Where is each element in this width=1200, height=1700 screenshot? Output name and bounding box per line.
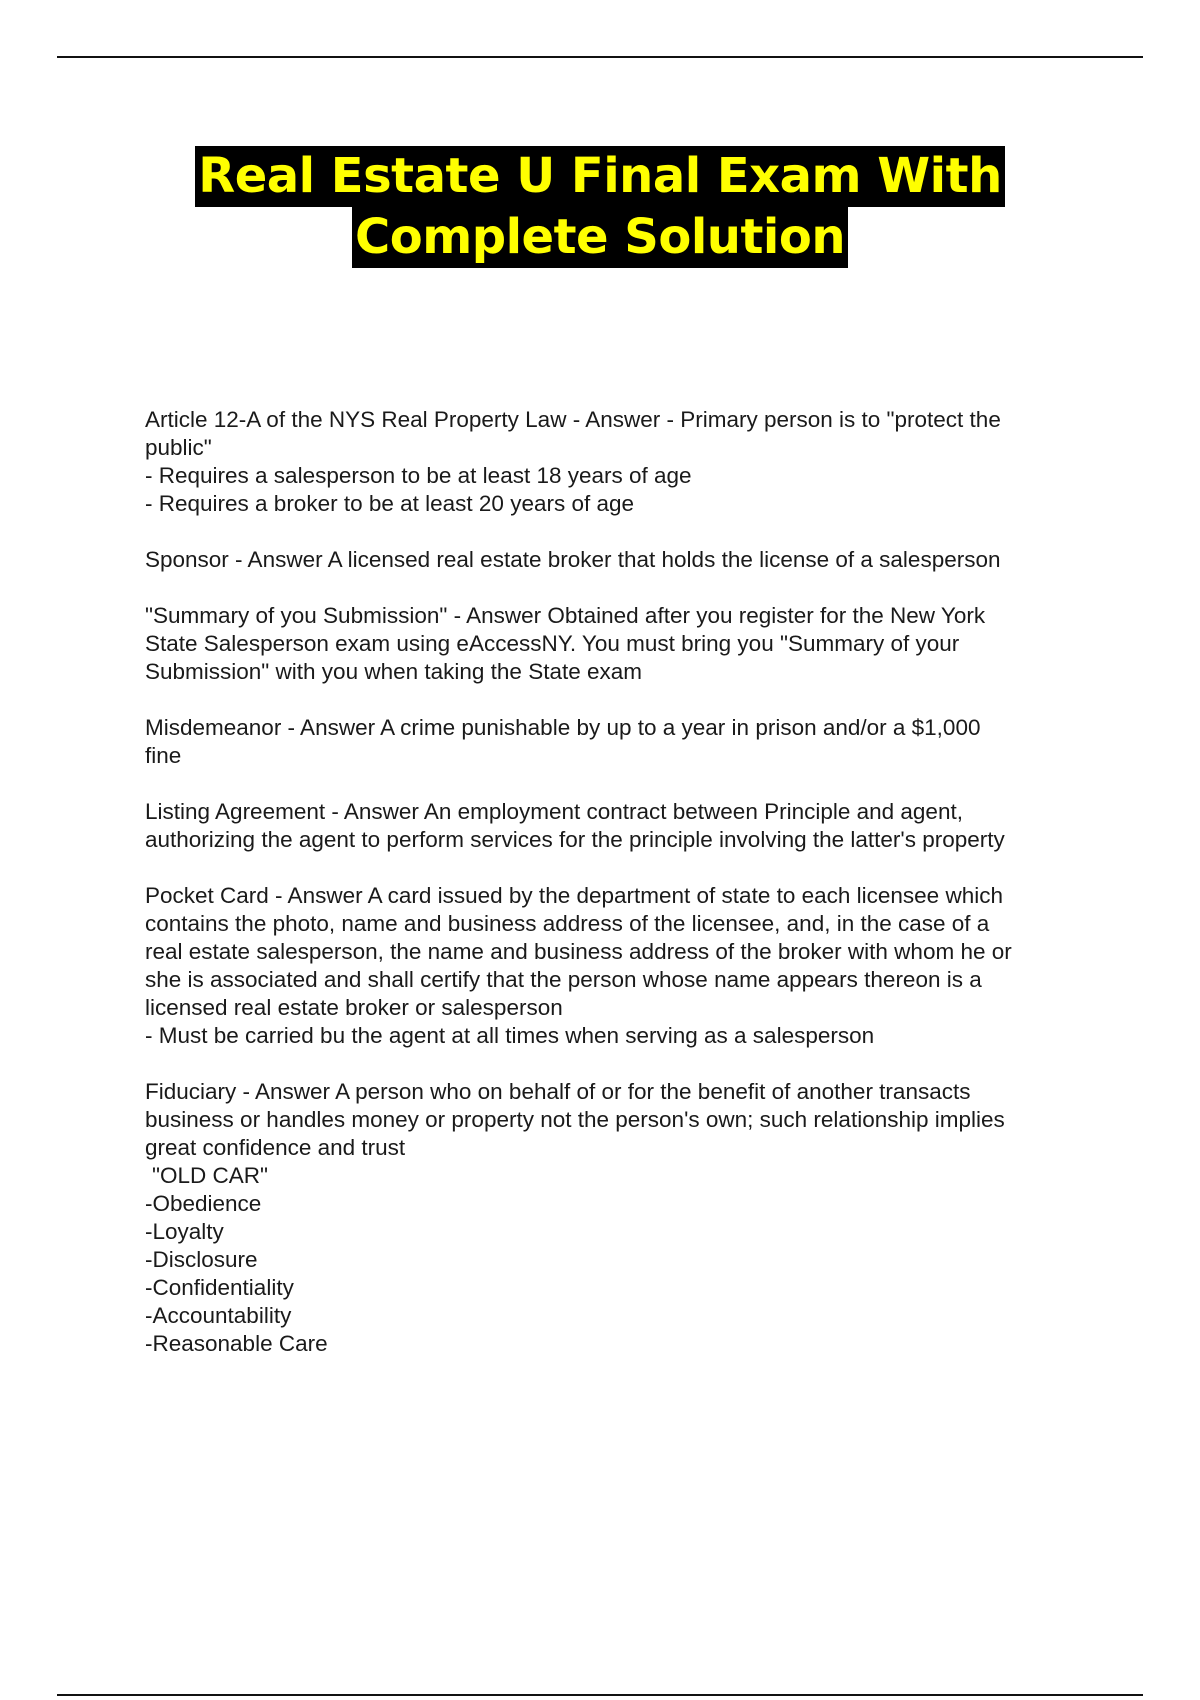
duty-item: -Confidentiality — [145, 1275, 294, 1300]
entry-listing-agreement — [145, 798, 1095, 854]
entry-line: "Summary of you Submission" - Answer Obtained after you register for the New York — [145, 603, 986, 628]
entry-line: great confidence and trust — [145, 1135, 406, 1160]
entry-line: fine — [145, 743, 182, 768]
entry-line: - Requires a broker to be at least 20 years of age — [145, 491, 635, 516]
entry-misdemeanor — [145, 714, 1095, 770]
title-line-2: Complete Solution — [352, 207, 848, 268]
document-title — [0, 146, 1200, 268]
entry-line: public" — [145, 435, 212, 460]
top-rule — [57, 56, 1143, 58]
entry-line: authorizing the agent to perform services for the principle involving the latter's property — [145, 827, 1005, 852]
entry-line: Pocket Card - Answer A card issued by the department of state to each licensee which — [145, 883, 1003, 908]
entry-line: - Requires a salesperson to be at least 18 years of age — [145, 463, 692, 488]
duty-item: -Accountability — [145, 1303, 292, 1328]
entry-summary-submission — [145, 602, 1095, 686]
entry-sponsor — [145, 546, 1095, 574]
entry-line: business or handles money or property not the person's own; such relationship implies — [145, 1107, 1005, 1132]
entry-line: real estate salesperson, the name and business address of the broker with whom he or — [145, 939, 1012, 964]
entry-line: she is associated and shall certify that the person whose name appears thereon is a — [145, 967, 982, 992]
title-line-1: Real Estate U Final Exam With — [195, 146, 1005, 207]
entry-line: Submission" with you when taking the State exam — [145, 659, 642, 684]
entry-line: State Salesperson exam using eAccessNY. You must bring you "Summary of your — [145, 631, 960, 656]
duty-item: -Disclosure — [145, 1247, 258, 1272]
entry-pocket-card — [145, 882, 1095, 1050]
duty-item: -Obedience — [145, 1191, 262, 1216]
document-body — [145, 406, 1095, 1386]
entry-line: Sponsor - Answer A licensed real estate broker that holds the license of a salesperson — [145, 547, 1001, 572]
entry-line: Fiduciary - Answer A person who on behalf of or for the benefit of another transacts — [145, 1079, 971, 1104]
old-car-mnemonic: "OLD CAR" — [152, 1163, 268, 1188]
entry-line: Misdemeanor - Answer A crime punishable by up to a year in prison and/or a $1,000 — [145, 715, 981, 740]
duty-item: -Reasonable Care — [145, 1331, 328, 1356]
entry-line: licensed real estate broker or salesperson — [145, 995, 563, 1020]
entry-line: - Must be carried bu the agent at all times when serving as a salesperson — [145, 1023, 875, 1048]
entry-article-12a — [145, 406, 1095, 518]
entry-fiduciary — [145, 1078, 1095, 1358]
duty-item: -Loyalty — [145, 1219, 224, 1244]
entry-line: Article 12-A of the NYS Real Property Law - Answer - Primary person is to "protect the — [145, 407, 1001, 432]
entry-line: contains the photo, name and business address of the licensee, and, in the case of a — [145, 911, 990, 936]
bottom-rule — [57, 1694, 1143, 1696]
entry-line: Listing Agreement - Answer An employment contract between Principle and agent, — [145, 799, 963, 824]
